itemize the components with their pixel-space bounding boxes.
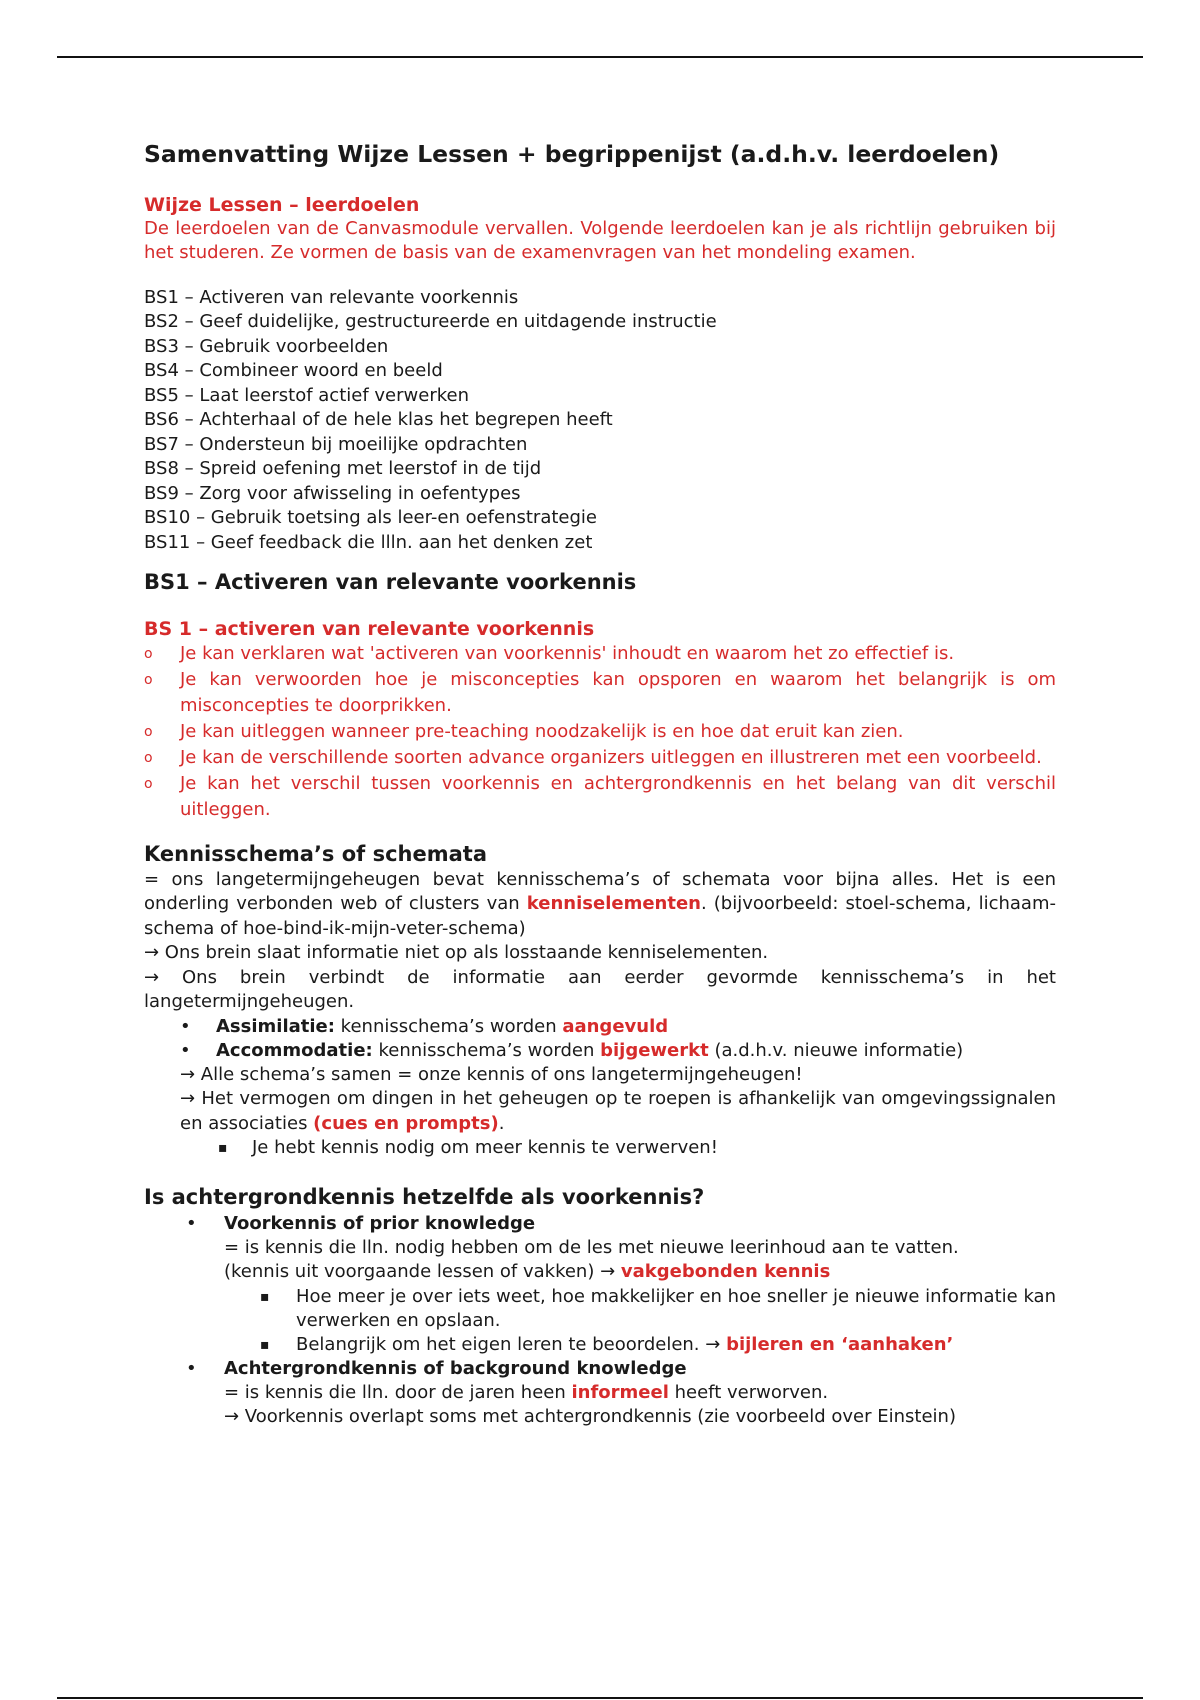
schemata-sub-bullets (144, 1136, 1056, 1160)
highlight-term: (cues en prompts) (313, 1112, 499, 1134)
bs-list-item: BS9 – Zorg voor afwisseling in oefentypes (144, 482, 521, 504)
list-item: • Accommodatie: kennisschema’s worden bijgewerkt (a.d.h.v. nieuwe informatie) (180, 1039, 964, 1061)
bullet-icon: • (180, 1015, 191, 1037)
voorkennis-sub-bullets (144, 1285, 1056, 1357)
arrow-line: → Ons brein verbindt de informatie aan eerder gevormde kennisschema’s in het langetermijngeheugen. (144, 966, 1056, 1013)
circle-bullet-icon: o (144, 749, 153, 766)
circle-bullet-icon: o (144, 671, 153, 688)
bs1-goals-list (144, 641, 1056, 823)
arrow-line: → Alle schema’s samen = onze kennis of ons langetermijngeheugen! (180, 1063, 803, 1085)
list-item: ▪ Je hebt kennis nodig om meer kennis te verwerven! (218, 1137, 718, 1159)
definition-line: = is kennis die lln. nodig hebben om de les met nieuwe leerinhoud aan te vatten. (224, 1236, 959, 1258)
arrow-line: → Ons brein slaat informatie niet op als losstaande kenniselementen. (144, 942, 769, 964)
list-item: • Voorkennis of prior knowledge (186, 1212, 536, 1234)
highlight-term: kenniselementen (526, 893, 701, 915)
list-item: o Je kan uitleggen wanneer pre-teaching noodzakelijk is en hoe dat eruit kan zien. (144, 719, 1056, 745)
highlight-term: informeel (571, 1381, 669, 1403)
circle-bullet-icon: o (144, 723, 153, 740)
bullet-icon: • (180, 1039, 191, 1061)
bs-list-item: BS1 – Activeren van relevante voorkennis (144, 286, 519, 308)
schemata-definition: = ons langetermijngeheugen bevat kennisschema’s of schemata voor bijna alles. Het is een onderling verbonden web of clusters van kenniselementen. (bijvoorbeeld: stoel-schema, lichaam-schema of hoe-bind-ik-mijn-veter-schema) (144, 868, 1056, 939)
bs-list-item: BS5 – Laat leerstof actief verwerken (144, 384, 469, 406)
list-item: o Je kan het verschil tussen voorkennis en achtergrondkennis en het belang van dit verschil uitleggen. (144, 772, 1056, 820)
list-item: ▪ Hoe meer je over iets weet, hoe makkelijker en hoe sneller je nieuwe informatie kan verwerken en opslaan. (260, 1285, 1056, 1331)
bs-list-item: BS6 – Achterhaal of de hele klas het begrepen heeft (144, 409, 613, 431)
bs1-heading: BS1 – Activeren van relevante voorkennis (144, 570, 637, 595)
bs-list-item: BS4 – Combineer woord en beeld (144, 360, 443, 382)
list-item: • Achtergrondkennis of background knowledge (186, 1357, 687, 1379)
highlight-term: vakgebonden kennis (620, 1261, 831, 1283)
bullet-icon: • (186, 1357, 197, 1379)
list-item: o Je kan de verschillende soorten advance organizers uitleggen en illustreren met een voorbeeld. (144, 745, 1056, 771)
definition-line: = is kennis die lln. door de jaren heen informeel heeft verworven. (224, 1381, 829, 1403)
bs-list-item: BS3 – Gebruik voorbeelden (144, 335, 389, 357)
bs-list-item: BS7 – Ondersteun bij moeilijke opdrachten (144, 433, 528, 455)
bs-list-item: BS11 – Geef feedback die llln. aan het denken zet (144, 531, 593, 553)
bs1-goals-heading: BS 1 – activeren van relevante voorkennis (144, 617, 595, 640)
top-rule (57, 56, 1143, 58)
circle-bullet-icon: o (144, 645, 153, 662)
schemata-heading: Kennisschema’s of schemata (144, 841, 488, 866)
arrow-line: → Voorkennis overlapt soms met achtergrondkennis (zie voorbeeld over Einstein) (224, 1406, 956, 1428)
bs-list-item: BS8 – Spreid oefening met leerstof in de tijd (144, 458, 542, 480)
list-item: o Je kan verklaren wat 'activeren van voorkennis' inhoudt en waarom het zo effectief is. (144, 641, 1056, 667)
achtergrond-bullets (144, 1212, 1056, 1236)
square-bullet-icon: ▪ (218, 1140, 228, 1157)
square-bullet-icon: ▪ (260, 1288, 270, 1305)
list-item: ▪ Belangrijk om het eigen leren te beoordelen. → bijleren en ‘aanhaken’ (260, 1333, 954, 1355)
highlight-term: bijleren en ‘aanhaken’ (726, 1333, 954, 1355)
document-title: Samenvatting Wijze Lessen + begrippenijst (a.d.h.v. leerdoelen) (144, 140, 1000, 168)
bottom-rule (57, 1697, 1143, 1699)
bs-list-item: BS2 – Geef duidelijke, gestructureerde en uitdagende instructie (144, 311, 717, 333)
achtergrond-heading: Is achtergrondkennis hetzelfde als voorkennis? (144, 1185, 705, 1210)
intro-heading: Wijze Lessen – leerdoelen (144, 193, 420, 216)
bs-list (144, 286, 1056, 556)
highlight-term: aangevuld (562, 1015, 669, 1037)
achtergrond-bullets-2 (144, 1357, 1056, 1381)
intro-text: De leerdoelen van de Canvasmodule vervallen. Volgende leerdoelen kan je als richtlijn gebruiken bij het studeren. Ze vormen de basis van de examenvragen van het mondeling examen. (144, 217, 1056, 264)
definition-line: (kennis uit voorgaande lessen of vakken) → vakgebonden kennis (224, 1261, 831, 1283)
schemata-bullets (144, 1015, 1056, 1063)
square-bullet-icon: ▪ (260, 1336, 270, 1353)
circle-bullet-icon: o (144, 775, 153, 792)
bullet-icon: • (186, 1212, 197, 1234)
list-item: o Je kan verwoorden hoe je misconcepties kan opsporen en waarom het belangrijk is om misconcepties te doorprikken. (144, 668, 1056, 716)
document-page (144, 138, 1056, 1430)
arrow-line: → Het vermogen om dingen in het geheugen op te roepen is afhankelijk van omgevingssignalen en associaties (cues en prompts). (180, 1088, 1056, 1134)
bs-list-item: BS10 – Gebruik toetsing als leer-en oefenstrategie (144, 507, 597, 529)
list-item: • Assimilatie: kennisschema’s worden aangevuld (180, 1015, 669, 1037)
highlight-term: bijgewerkt (600, 1039, 709, 1061)
